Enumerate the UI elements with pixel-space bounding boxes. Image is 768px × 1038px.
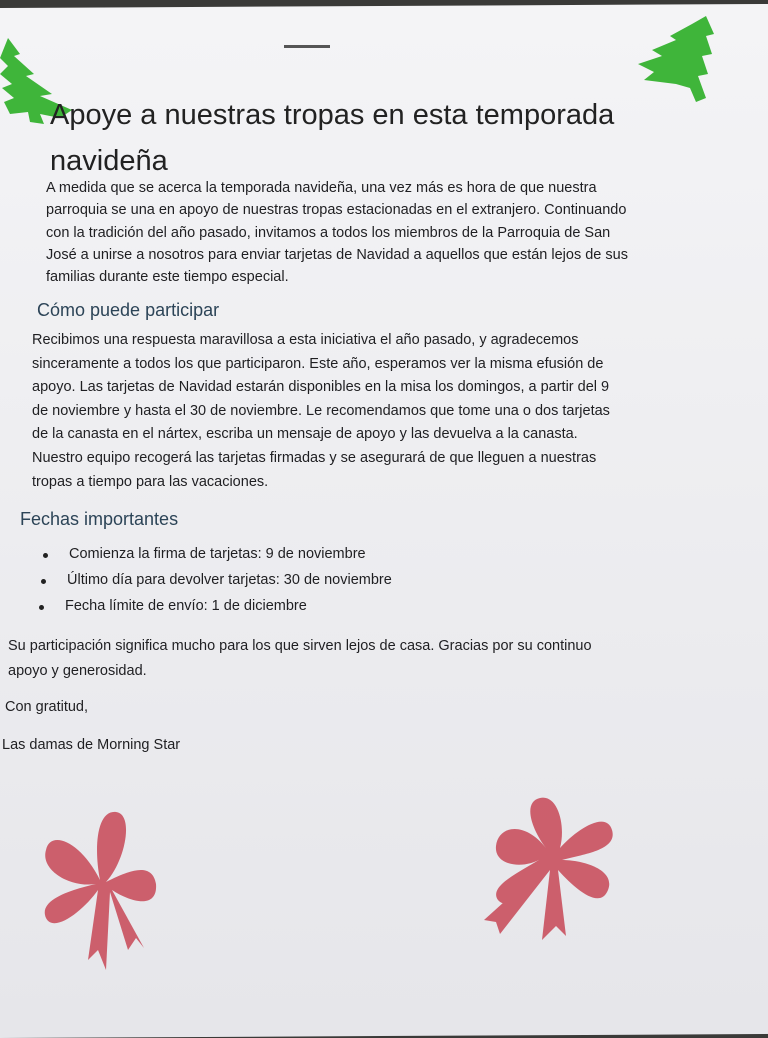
text-line: tropas a tiempo para las vacaciones. <box>32 473 269 490</box>
date-bullet-item: Fecha límite de envío: 1 de diciembre <box>65 598 307 614</box>
title-line: Apoye a nuestras tropas en esta temporada <box>50 99 615 131</box>
divider-mark <box>284 45 330 48</box>
text-line: parroquia se una en apoyo de nuestras tropas estacionadas en el extranjero. Continuando <box>46 202 627 219</box>
christmas-tree-icon <box>636 14 721 106</box>
text-line: A medida que se acerca la temporada navideña, una vez más es hora de que nuestra <box>46 180 597 196</box>
text-line: de la canasta en el nártex, escriba un mensaje de apoyo y las devuelva a la canasta. <box>32 426 578 443</box>
section-heading-dates: Fechas importantes <box>20 509 179 529</box>
page-title <box>50 92 614 184</box>
participate-paragraph <box>32 329 610 494</box>
date-bullet-item: Último día para devolver tarjetas: 30 de noviembre <box>67 572 392 588</box>
text-line: con la tradición del año pasado, invitamos a todos los miembros de la Parroquia de San <box>46 224 611 241</box>
text-line: José a unirse a nosotros para enviar tarjetas de Navidad a aquellos que están lejos de sus <box>46 246 628 263</box>
text-line: sinceramente a todos los que participaron. Este año, esperamos ver la misma efusión de <box>32 355 604 372</box>
text-line: Su participación significa mucho para los que sirven lejos de casa. Gracias por su continuo <box>8 638 592 654</box>
bow-icon <box>40 810 160 975</box>
text-line: Recibimos una respuesta maravillosa a esta iniciativa el año pasado, y agradecemos <box>32 332 579 348</box>
text-line: Nuestro equipo recogerá las tarjetas firmadas y se asegurará de que lleguen a nuestras <box>32 449 597 466</box>
date-bullet-item: Comienza la firma de tarjetas: 9 de noviembre <box>69 546 366 562</box>
sign-off: Con gratitud, <box>5 699 89 715</box>
intro-paragraph <box>46 177 628 288</box>
section-heading-participate: Cómo puede participar <box>37 300 220 320</box>
text-line: de noviembre y hasta el 30 de noviembre. Le recomendamos que tome una o dos tarjetas <box>32 402 610 419</box>
closing-paragraph <box>8 634 592 684</box>
title-line: navideña <box>50 145 168 177</box>
text-line: familias durante este tiempo especial. <box>46 269 289 286</box>
text-line: apoyo. Las tarjetas de Navidad estarán disponibles en la misa los domingos, a partir del 9 <box>32 379 610 396</box>
signature: Las damas de Morning Star <box>2 737 181 753</box>
bow-icon <box>480 790 620 945</box>
text-line: apoyo y generosidad. <box>8 663 147 679</box>
